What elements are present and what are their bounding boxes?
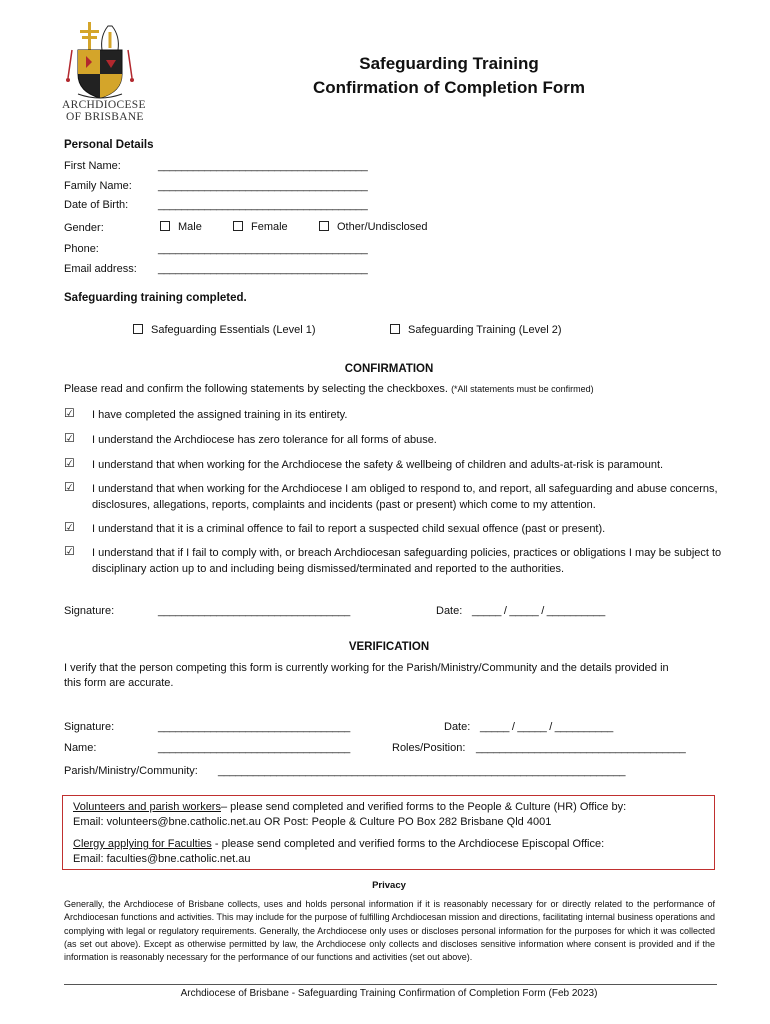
volunteers-email: Email: volunteers@bne.catholic.net.au OR Post: People & Culture PO Box 282 Brisbane Qld 4001 — [73, 816, 552, 828]
clergy-link: Clergy applying for Faculties — [73, 838, 212, 850]
clergy-text: - please send completed and verified forms to the Archdiocese Episcopal Office: — [211, 838, 605, 850]
privacy-text: Generally, the Archdiocese of Brisbane collects, uses and holds personal information if it is reasonably necessary for or directly related to the performance of Archdiocesan functions and activities. This may include for the purpose of fulfilling Archdiocesan mission and directions, facilitating internal business operations and complying with legal or regulatory requirements. Generally, the Archdiocese only uses or discloses personal information for the purposes for which it was collected (as set out above). Except as otherwise permitted by law, the Archdiocese only collects and discloses sensitive information where consent is provided and if the information is reasonably necessary for the performance of our functions and activities (set out above). — [64, 899, 715, 963]
family-name-label: Family Name: — [64, 180, 132, 192]
title-line2: Confirmation of Completion Form — [313, 78, 585, 97]
verify-signature-field[interactable]: _________________________________ — [158, 721, 350, 733]
dob-label: Date of Birth: — [64, 199, 129, 211]
checkbox-male[interactable] — [160, 221, 170, 231]
clergy-instructions — [73, 837, 703, 867]
parish-field[interactable]: ______________________________________________________________________ — [218, 765, 626, 777]
checkbox-level2[interactable] — [390, 324, 400, 334]
gender-label: Gender: — [64, 222, 104, 234]
statement-3-checkbox[interactable]: ☑ — [64, 456, 75, 470]
title-line1: Safeguarding Training — [359, 54, 539, 73]
confirmation-intro-note: (*All statements must be confirmed) — [451, 384, 594, 394]
confirm-date-label: Date: — [436, 605, 463, 617]
confirmation-intro — [64, 383, 724, 395]
statement-6: I understand that if I fail to comply with, or breach Archdiocesan safeguarding policies, practices or obligations I may be subject to disciplinary action up to and including being dismissed/terminated and reported to the authorities. — [92, 547, 722, 575]
org-name-line2: OF BRISBANE — [66, 111, 144, 123]
personal-details-heading: Personal Details — [64, 139, 154, 151]
volunteers-text: – please send completed and verified forms to the People & Culture (HR) Office by: — [220, 801, 627, 813]
email-label: Email address: — [64, 263, 137, 275]
confirmation-intro-text: Please read and confirm the following statements by selecting the checkboxes. — [64, 383, 448, 395]
confirm-date-field[interactable]: _____ / _____ / __________ — [472, 605, 605, 617]
gender-other-label: Other/Undisclosed — [337, 221, 428, 233]
checkbox-female[interactable] — [233, 221, 243, 231]
gender-female-option[interactable] — [233, 221, 288, 233]
verification-text: I verify that the person competing this form is currently working for the Parish/Ministry/Community and the details provided in this form are accurate. — [64, 662, 669, 689]
verify-date-field[interactable]: _____ / _____ / __________ — [480, 721, 613, 733]
org-name-line1: ARCHDIOCESE — [62, 99, 146, 111]
volunteers-link: Volunteers and parish workers — [73, 801, 221, 813]
family-name-field[interactable]: ____________________________________ — [158, 180, 368, 192]
phone-field[interactable]: ____________________________________ — [158, 243, 368, 255]
checkbox-level1[interactable] — [133, 324, 143, 334]
statement-6-checkbox[interactable]: ☑ — [64, 544, 75, 558]
footer-divider — [64, 984, 717, 985]
statement-2-checkbox[interactable]: ☑ — [64, 431, 75, 445]
phone-label: Phone: — [64, 243, 99, 255]
gender-male-label: Male — [178, 221, 202, 233]
footer-text: Archdiocese of Brisbane - Safeguarding Training Confirmation of Completion Form (Feb 2023) — [180, 988, 598, 999]
submission-box — [62, 795, 715, 870]
statement-1: I have completed the assigned training in its entirety. — [92, 409, 348, 421]
privacy-heading: Privacy — [372, 880, 406, 891]
clergy-email: Email: faculties@bne.catholic.net.au — [73, 853, 251, 865]
name-label: Name: — [64, 742, 97, 754]
volunteers-instructions — [73, 800, 703, 830]
confirm-signature-field[interactable]: _________________________________ — [158, 605, 350, 617]
statement-4-checkbox[interactable]: ☑ — [64, 480, 75, 494]
checkbox-other[interactable] — [319, 221, 329, 231]
statement-5-checkbox[interactable]: ☑ — [64, 520, 75, 534]
verify-signature-label: Signature: — [64, 721, 115, 733]
gender-male-option[interactable] — [160, 221, 202, 233]
parish-label: Parish/Ministry/Community: — [64, 765, 198, 777]
level1-label: Safeguarding Essentials (Level 1) — [151, 324, 316, 336]
dob-field[interactable]: ____________________________________ — [158, 199, 368, 211]
training-heading: Safeguarding training completed. — [64, 292, 247, 304]
level2-option[interactable] — [390, 324, 561, 336]
confirm-signature-label: Signature: — [64, 605, 115, 617]
statement-2: I understand the Archdiocese has zero tolerance for all forms of abuse. — [92, 434, 437, 446]
statement-3: I understand that when working for the Archdiocese the safety & wellbeing of children and adults-at-risk is paramount. — [92, 459, 664, 471]
email-field[interactable]: ____________________________________ — [158, 263, 368, 275]
role-field[interactable]: ____________________________________ — [476, 742, 686, 754]
statement-5: I understand that it is a criminal offence to fail to report a suspected child sexual offence (past or present). — [92, 523, 606, 535]
statement-4: I understand that when working for the Archdiocese I am obliged to respond to, and report, all safeguarding and abuse concerns, disclosures, allegations, reports, complaints and incidents (past or present) which come to my attention. — [92, 483, 718, 511]
verify-date-label: Date: — [444, 721, 471, 733]
statement-1-checkbox[interactable]: ☑ — [64, 406, 75, 420]
level2-label: Safeguarding Training (Level 2) — [408, 324, 562, 336]
level1-option[interactable] — [133, 324, 315, 336]
name-field[interactable]: _________________________________ — [158, 742, 350, 754]
first-name-field[interactable]: ____________________________________ — [158, 160, 368, 172]
verification-heading: VERIFICATION — [348, 641, 430, 653]
gender-female-label: Female — [251, 221, 288, 233]
confirmation-heading: CONFIRMATION — [344, 363, 434, 375]
first-name-label: First Name: — [64, 160, 121, 172]
role-label: Roles/Position: — [392, 742, 466, 754]
gender-other-option[interactable] — [319, 221, 428, 233]
